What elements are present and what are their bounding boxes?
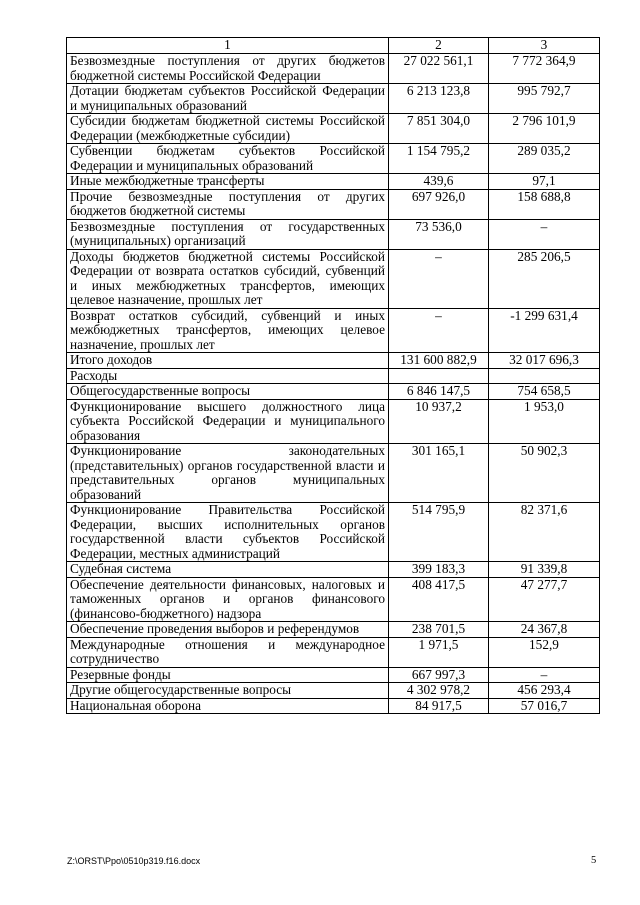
table-row	[67, 114, 600, 144]
row-label: Итого доходов	[67, 353, 389, 369]
row-value-col3: 57 016,7	[489, 698, 600, 714]
table-row	[67, 637, 600, 667]
row-label: Судебная система	[67, 562, 389, 578]
row-value-col2: 10 937,2	[389, 399, 489, 444]
row-value-col2: 6 846 147,5	[389, 384, 489, 400]
row-value-col2: –	[389, 249, 489, 308]
table-row	[67, 353, 600, 369]
row-label: Безвозмездные поступления от государственных (муниципальных) организаций	[67, 219, 389, 249]
row-label: Субвенции бюджетам субъектов Российской Федерации и муниципальных образований	[67, 144, 389, 174]
table-row	[67, 219, 600, 249]
table-row	[67, 308, 600, 353]
row-label: Обеспечение деятельности финансовых, налоговых и таможенных органов и органов финансового (финансово-бюджетного) надзора	[67, 577, 389, 622]
table-row	[67, 384, 600, 400]
row-value-col2: 7 851 304,0	[389, 114, 489, 144]
row-label: Безвозмездные поступления от других бюджетов бюджетной системы Российской Федерации	[67, 54, 389, 84]
table-row	[67, 503, 600, 562]
row-value-col3: 1 953,0	[489, 399, 600, 444]
row-label: Функционирование законодательных (представительных) органов государственной власти и представительных органов муниципальных образований	[67, 444, 389, 503]
row-value-col2: 399 183,3	[389, 562, 489, 578]
row-value-col2: 4 302 978,2	[389, 683, 489, 699]
table-row	[67, 189, 600, 219]
table-row	[67, 174, 600, 190]
table-row	[67, 84, 600, 114]
row-label: Функционирование Правительства Российской Федерации, высших исполнительных органов государственной власти субъектов Российской Федерации, местных администраций	[67, 503, 389, 562]
row-label: Прочие безвозмездные поступления от других бюджетов бюджетной системы	[67, 189, 389, 219]
row-value-col3: 24 367,8	[489, 622, 600, 638]
row-label: Иные межбюджетные трансферты	[67, 174, 389, 190]
row-label: Обеспечение проведения выборов и референдумов	[67, 622, 389, 638]
table-row	[67, 144, 600, 174]
row-value-col2: –	[389, 308, 489, 353]
row-value-col3: –	[489, 667, 600, 683]
page-number: 5	[591, 855, 597, 866]
row-label: Дотации бюджетам субъектов Российской Федерации и муниципальных образований	[67, 84, 389, 114]
row-value-col3: –	[489, 219, 600, 249]
row-value-col2	[389, 368, 489, 384]
table-row	[67, 444, 600, 503]
table-row	[67, 562, 600, 578]
row-value-col3: 754 658,5	[489, 384, 600, 400]
table-row	[67, 577, 600, 622]
row-value-col3: 32 017 696,3	[489, 353, 600, 369]
row-value-col3: 152,9	[489, 637, 600, 667]
table-row	[67, 698, 600, 714]
table-row	[67, 622, 600, 638]
row-label: Общегосударственные вопросы	[67, 384, 389, 400]
row-value-col3	[489, 368, 600, 384]
row-label: Функционирование высшего должностного лица субъекта Российской Федерации и муниципального образования	[67, 399, 389, 444]
row-value-col2: 27 022 561,1	[389, 54, 489, 84]
row-label: Субсидии бюджетам бюджетной системы Российской Федерации (межбюджетные субсидии)	[67, 114, 389, 144]
row-value-col3: 97,1	[489, 174, 600, 190]
row-label: Другие общегосударственные вопросы	[67, 683, 389, 699]
row-value-col2: 73 536,0	[389, 219, 489, 249]
row-value-col3: 7 772 364,9	[489, 54, 600, 84]
table-row	[67, 54, 600, 84]
budget-table	[66, 37, 600, 714]
row-label: Международные отношения и международное сотрудничество	[67, 637, 389, 667]
column-header-2: 2	[389, 38, 489, 54]
row-label: Доходы бюджетов бюджетной системы Российской Федерации от возврата остатков субсидий, субвенций и иных межбюджетных трансфертов, имеющих целевое назначение, прошлых лет	[67, 249, 389, 308]
row-value-col3: 158 688,8	[489, 189, 600, 219]
row-label: Расходы	[67, 368, 389, 384]
row-label: Резервные фонды	[67, 667, 389, 683]
table-row	[67, 368, 600, 384]
table-row	[67, 667, 600, 683]
row-value-col2: 1 154 795,2	[389, 144, 489, 174]
row-value-col3: 82 371,6	[489, 503, 600, 562]
table-body	[67, 38, 600, 714]
row-label: Национальная оборона	[67, 698, 389, 714]
row-value-col3: 456 293,4	[489, 683, 600, 699]
table-row	[67, 249, 600, 308]
row-value-col3: 285 206,5	[489, 249, 600, 308]
row-value-col2: 439,6	[389, 174, 489, 190]
row-value-col2: 301 165,1	[389, 444, 489, 503]
row-value-col3: 50 902,3	[489, 444, 600, 503]
row-value-col3: 91 339,8	[489, 562, 600, 578]
row-value-col3: 289 035,2	[489, 144, 600, 174]
row-value-col2: 514 795,9	[389, 503, 489, 562]
row-value-col2: 1 971,5	[389, 637, 489, 667]
row-value-col2: 408 417,5	[389, 577, 489, 622]
row-value-col3: -1 299 631,4	[489, 308, 600, 353]
column-header-3: 3	[489, 38, 600, 54]
row-value-col2: 84 917,5	[389, 698, 489, 714]
table-header-row	[67, 38, 600, 54]
column-header-1: 1	[67, 38, 389, 54]
row-value-col2: 238 701,5	[389, 622, 489, 638]
table-row	[67, 399, 600, 444]
row-label: Возврат остатков субсидий, субвенций и иных межбюджетных трансфертов, имеющих целевое назначение, прошлых лет	[67, 308, 389, 353]
row-value-col3: 2 796 101,9	[489, 114, 600, 144]
row-value-col2: 6 213 123,8	[389, 84, 489, 114]
footer-file-path: Z:\ORST\Ppo\0510p319.f16.docx	[67, 856, 201, 866]
row-value-col2: 667 997,3	[389, 667, 489, 683]
row-value-col2: 697 926,0	[389, 189, 489, 219]
row-value-col3: 47 277,7	[489, 577, 600, 622]
table-row	[67, 683, 600, 699]
row-value-col2: 131 600 882,9	[389, 353, 489, 369]
row-value-col3: 995 792,7	[489, 84, 600, 114]
